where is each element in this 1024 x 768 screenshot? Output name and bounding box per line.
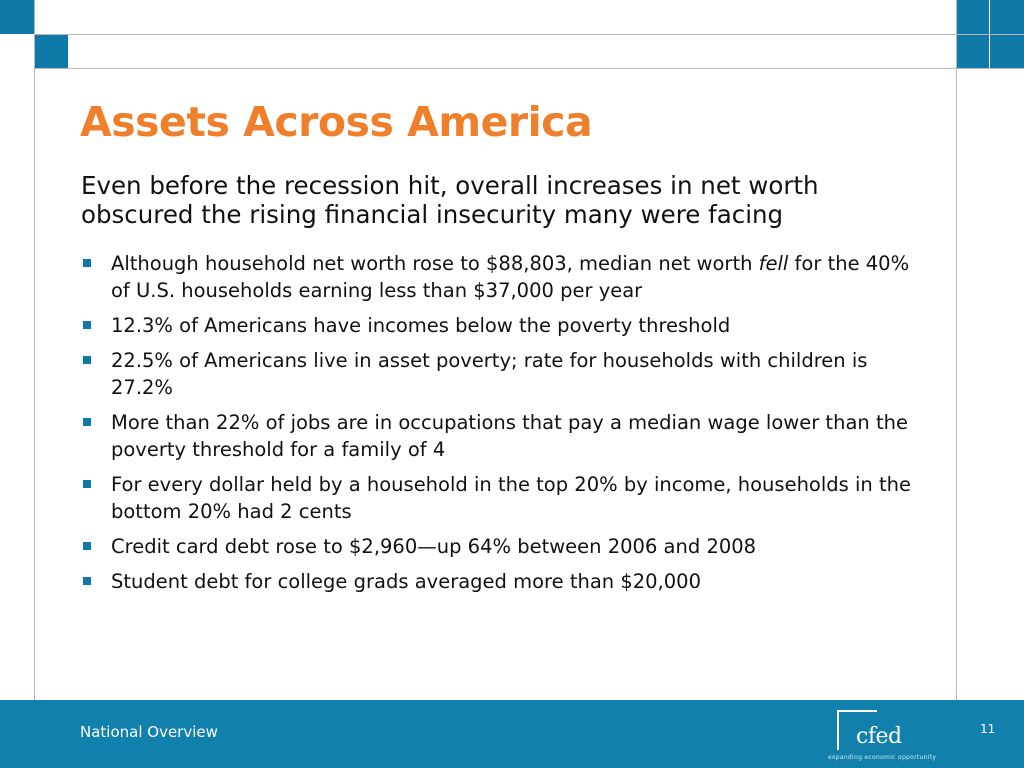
bullet-text-before: Although household net worth rose to $88,803, median net worth bbox=[111, 252, 759, 275]
corner-square-right-2 bbox=[990, 35, 1024, 68]
logo-tagline: expanding economic opportunity bbox=[828, 754, 937, 761]
square-bullet-icon bbox=[83, 577, 91, 585]
bullet-emphasis: fell bbox=[758, 252, 789, 275]
top-rule-2 bbox=[34, 68, 1024, 69]
page-number: 11 bbox=[980, 722, 996, 736]
bullet-item bbox=[80, 409, 930, 463]
slide-title: Assets Across America bbox=[80, 98, 593, 146]
corner-square-top-left bbox=[0, 0, 34, 34]
bullet-text: 12.3% of Americans have incomes below the poverty threshold bbox=[111, 314, 731, 337]
square-bullet-icon bbox=[83, 356, 91, 364]
corner-square-left bbox=[34, 34, 68, 68]
square-bullet-icon bbox=[83, 259, 91, 267]
bullet-item bbox=[80, 250, 930, 304]
footer-bar bbox=[0, 700, 1024, 768]
left-rule bbox=[34, 0, 35, 700]
bullet-item bbox=[80, 471, 930, 525]
top-rule bbox=[34, 34, 1024, 35]
bullet-item bbox=[80, 347, 930, 401]
bullet-text: 22.5% of Americans live in asset poverty; rate for households with children is 27.2% bbox=[111, 349, 868, 399]
bullet-text: More than 22% of jobs are in occupations that pay a median wage lower than the poverty threshold for a family of 4 bbox=[111, 411, 908, 461]
footer-section-label: National Overview bbox=[80, 723, 218, 741]
cfed-logo bbox=[826, 708, 956, 764]
corner-square-top-right-1 bbox=[956, 0, 989, 34]
square-bullet-icon bbox=[83, 321, 91, 329]
bullet-text: Credit card debt rose to $2,960—up 64% between 2006 and 2008 bbox=[111, 535, 757, 558]
bullet-item bbox=[80, 533, 930, 560]
corner-square-top-right-2 bbox=[990, 0, 1024, 34]
bullet-text: For every dollar held by a household in the top 20% by income, households in the bottom 20% had 2 cents bbox=[111, 473, 911, 523]
bullet-text-after: for the 40% of U.S. households earning less than $37,000 per year bbox=[111, 252, 910, 302]
square-bullet-icon bbox=[83, 480, 91, 488]
square-bullet-icon bbox=[83, 418, 91, 426]
bullet-item bbox=[80, 568, 930, 595]
bullet-text: Student debt for college grads averaged more than $20,000 bbox=[111, 570, 701, 593]
right-rule bbox=[956, 0, 957, 700]
slide-subtitle: Even before the recession hit, overall increases in net worth obscured the rising financial insecurity many were facing bbox=[81, 171, 819, 229]
bullet-item bbox=[80, 312, 930, 339]
square-bullet-icon bbox=[83, 542, 91, 550]
corner-square-right-1 bbox=[956, 35, 989, 68]
logo-wordmark: cfed bbox=[856, 724, 902, 749]
bullet-list bbox=[80, 250, 930, 603]
